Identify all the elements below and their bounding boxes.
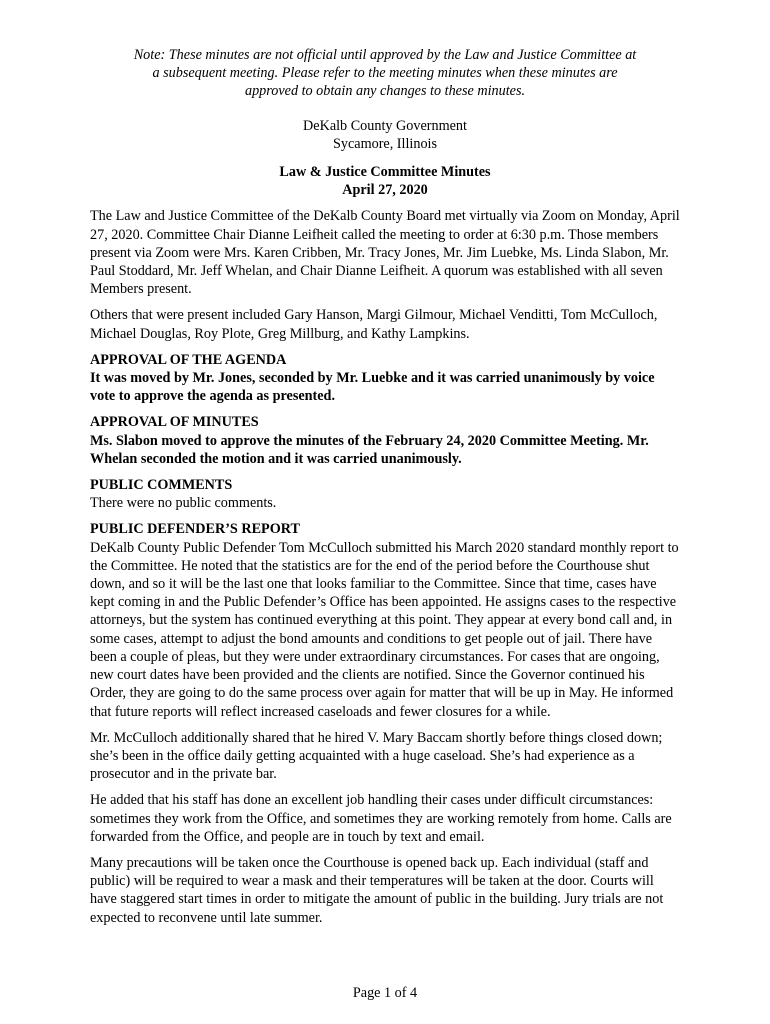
minutes-motion: Ms. Slabon moved to approve the minutes of the February 24, 2020 Committee Meeting. Mr. Whelan seconded the motion and it was carried unanimously. <box>90 432 649 467</box>
section-heading: APPROVAL OF MINUTES <box>90 414 259 431</box>
meeting-date: April 27, 2020 <box>342 182 428 199</box>
section-heading: PUBLIC DEFENDER’S REPORT <box>90 521 300 538</box>
public-comments-section <box>90 476 680 512</box>
organization-block <box>90 117 680 153</box>
intro-paragraph: The Law and Justice Committee of the DeKalb County Board met virtually via Zoom on Monday, April 27, 2020. Committee Chair Dianne Leifheit called the meeting to order at 6:30 p.m. Those members present via Zoom were Mrs. Karen Cribben, Mr. Tracy Jones, Mr. Jim Luebke, Ms. Linda Slabon, Mr. Paul Stoddard, Mr. Jeff Whelan, and Chair Dianne Leifheit. A quorum was established with all seven Members present. <box>90 208 680 298</box>
section-heading: PUBLIC COMMENTS <box>90 477 233 494</box>
document-title <box>90 163 680 199</box>
defender-report-paragraph: Many precautions will be taken once the Courthouse is opened back up. Each individual (staff and public) will be required to wear a mask and their temperatures will be taken at the door. Courts will have staggered start times in order to mitigate the amount of public in the building. Jury trials are not expected to reconvene until late summer. <box>90 854 664 926</box>
title-line: Law & Justice Committee Minutes <box>279 164 491 181</box>
attendees-paragraph: Others that were present included Gary Hanson, Margi Gilmour, Michael Venditti, Tom McCulloch, Michael Douglas, Roy Plote, Greg Millburg, and Kathy Lampkins. <box>90 307 658 342</box>
page-number: Page 1 of 4 <box>352 985 418 1001</box>
agenda-section <box>90 351 680 406</box>
agenda-motion: It was moved by Mr. Jones, seconded by Mr. Luebke and it was carried unanimously by voice vote to approve the agenda as presented. <box>90 370 655 405</box>
public-comments-text: There were no public comments. <box>90 495 277 512</box>
defender-report-paragraph: He added that his staff has done an excellent job handling their cases under difficult circumstances: sometimes they work from the Office, and sometimes they are working remotely from home. Calls are forwarded from the Office, and people are in touch by text and email. <box>90 792 672 845</box>
minutes-section <box>90 413 680 468</box>
organization-location: Sycamore, Illinois <box>332 135 438 152</box>
disclaimer-note: Note: These minutes are not official until approved by the Law and Justice Committee at a subsequent meeting. Please refer to the meeting minutes when these minutes are approved to obtain any changes to these minutes. <box>133 47 637 100</box>
section-heading: APPROVAL OF THE AGENDA <box>90 351 287 368</box>
organization-name: DeKalb County Government <box>303 117 467 134</box>
defender-report-paragraph: DeKalb County Public Defender Tom McCulloch submitted his March 2020 standard monthly report to the Committee. He noted that the statistics are for the end of the period before the Courthouse shut down, and so it will be the last one that looks familiar to the Committee. Since that time, cases have kept coming in and the Public Defender’s Office has been appointed. He assigns cases to the respective attorneys, but the system has continued everything at this point. They appear at every bond call and, in some cases, attempt to adjust the bond amounts and conditions to get people out of jail. There have been a couple of pleas, but they were under extraordinary circumstances. For cases that are ongoing, new court dates have been provided and the clients are notified. Since the Governor continued his Order, they are going to do the same process over again for matter that will be up in May. He informed that future reports will reflect increased caseloads and fewer closures for a while. <box>90 539 679 720</box>
defender-report-paragraph: Mr. McCulloch additionally shared that he hired V. Mary Baccam shortly before things closed down; she’s been in the office daily getting acquainted with a huge caseload. She’s had experience as a prosecutor and in the private bar. <box>90 729 663 783</box>
public-defender-section <box>90 520 680 926</box>
